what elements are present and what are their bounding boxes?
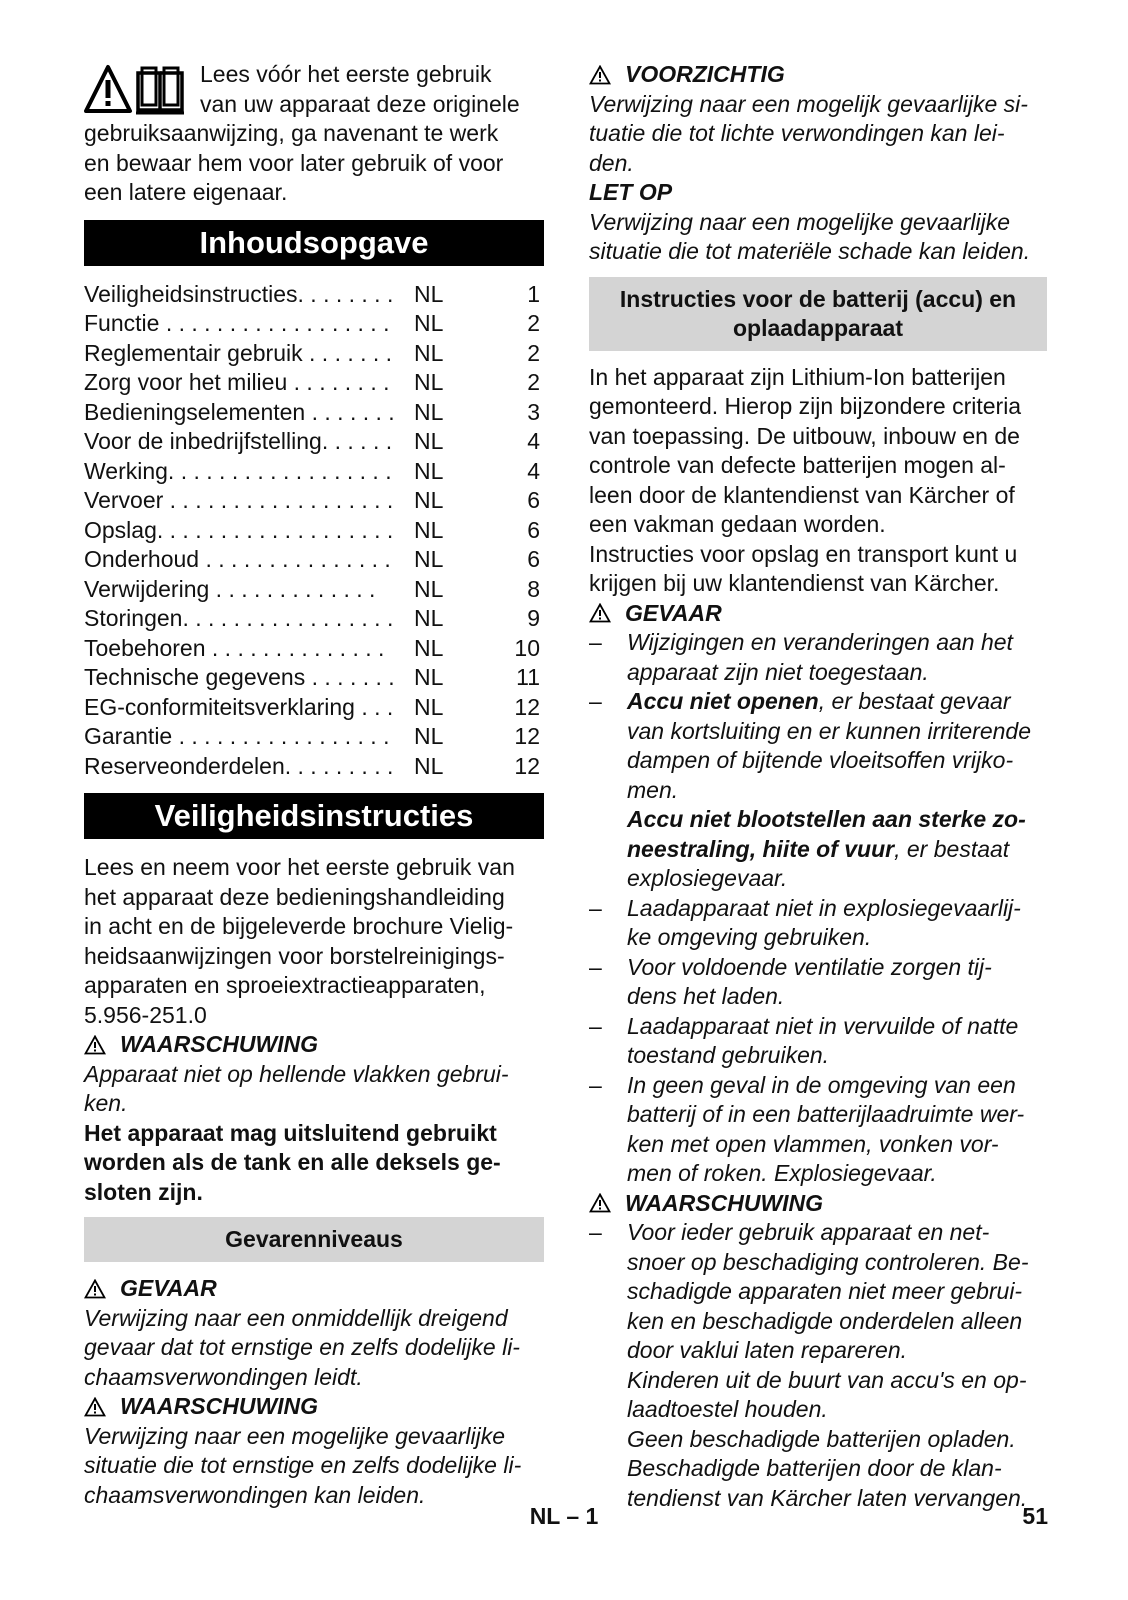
toc-page: 2 (527, 310, 540, 336)
toc-lang: NL (414, 575, 444, 602)
toc-page: 4 (527, 428, 540, 454)
waarschuwing-label: WAARSCHUWING (625, 1189, 824, 1216)
list-item (589, 687, 1047, 805)
text-line: Accu niet blootstellen aan sterke zo- (627, 806, 1026, 832)
toc-page: 1 (527, 280, 540, 307)
text-line: ken. (84, 1090, 128, 1116)
toc-page: 12 (514, 693, 540, 720)
text-line: gevaar dat tot ernstige en zelfs dodelijke li- (84, 1334, 520, 1360)
voorzichtig-heading (589, 60, 1047, 90)
toc-title: Onderhoud . . . . . . . . . . . . . . . (84, 546, 391, 572)
toc-title: Reserveonderdelen. . . . . . . . . (84, 752, 394, 779)
toc-page: 10 (514, 634, 540, 661)
text-line (627, 687, 1047, 717)
text-line: gemonteerd. Hierop zijn bijzondere criteria (589, 393, 1022, 419)
warning-triangle-icon (84, 1279, 106, 1299)
list-item (589, 1218, 1047, 1366)
dash: – (589, 953, 602, 980)
toc-lang: NL (414, 487, 444, 513)
text-line: apparaten en sproeiextractieapparaten, (84, 972, 486, 998)
dash: – (589, 1219, 602, 1245)
toc-page: 2 (527, 369, 540, 395)
list-item (589, 1012, 1047, 1071)
warning-triangle-icon (589, 65, 611, 85)
toc-title: Verwijdering . . . . . . . . . . . . . (84, 575, 376, 602)
toc-lang: NL (414, 428, 444, 454)
text-line: Instructies voor opslag en transport kunt u (589, 540, 1018, 567)
toc-row[interactable] (84, 486, 544, 516)
text-line: een vakman gedaan worden. (589, 511, 886, 537)
text-line: Verwijzing naar een mogelijke gevaarlijke (589, 208, 1011, 235)
toc-row[interactable] (84, 516, 544, 546)
text-line: Voor voldoende ventilatie zorgen tij- (627, 953, 992, 980)
text-line: in acht en de bijgeleverde brochure Vielig- (84, 913, 514, 939)
intro-line: van uw apparaat deze originele (200, 90, 520, 117)
warning-manual-icon (84, 64, 188, 116)
left-column (84, 60, 544, 1510)
list-item (589, 894, 1047, 953)
text-line: dampen of bijtende vloeitsoffen vrijko- (627, 747, 1014, 773)
toc-title: Vervoer . . . . . . . . . . . . . . . . . . (84, 487, 394, 513)
battery-heading-line: Instructies voor de batterij (accu) en (619, 285, 1017, 312)
toc-title: Bedieningselementen . . . . . . . (84, 398, 395, 425)
text-line: door vaklui laten repareren. (627, 1337, 907, 1363)
intro-block (84, 60, 544, 208)
toc-page: 12 (514, 723, 540, 749)
toc-lang: NL (414, 339, 444, 366)
toc-row[interactable] (84, 309, 544, 339)
text-line: sloten zijn. (84, 1178, 203, 1205)
toc-row[interactable] (84, 398, 544, 428)
toc-lang: NL (414, 723, 444, 749)
toc-lang: NL (414, 369, 444, 395)
sub-paragraph (589, 1366, 1047, 1514)
warning-triangle-icon (589, 603, 611, 623)
toc-title: Voor de inbedrijfstelling. . . . . . (84, 428, 393, 454)
text-line: In geen geval in de omgeving van een (627, 1071, 1016, 1098)
toc-lang: NL (414, 310, 444, 336)
toc-title: Werking. . . . . . . . . . . . . . . . . . (84, 457, 392, 484)
toc-row[interactable] (84, 457, 544, 487)
intro-line: een latere eigenaar. (84, 179, 288, 205)
footer-section-label: NL – 1 (529, 1503, 599, 1529)
text-line: Beschadigde batterijen door de klan- (627, 1455, 1002, 1481)
toc-lang: NL (414, 605, 444, 631)
text-line: leen door de klantendienst van Kärcher of (589, 481, 1015, 508)
text-line: situatie die tot materiële schade kan leiden. (589, 238, 1031, 264)
text-line: worden als de tank en alle deksels ge- (84, 1149, 501, 1175)
safety-paragraph (84, 853, 544, 1030)
text-line: heidsaanwijzingen voor borstelreinigings- (84, 942, 505, 969)
toc-lang: NL (414, 693, 444, 720)
text-line: men. (627, 776, 679, 803)
text-line: Wijzigingen en veranderingen aan het (627, 629, 1013, 655)
gevaar-label: GEVAAR (625, 599, 722, 626)
text-line: ke omgeving gebruiken. (627, 924, 872, 950)
toc-page: 2 (527, 339, 540, 366)
bold-text: neestraling, hiite of vuur (627, 835, 895, 862)
battery-heading-line: oplaadapparaat (733, 314, 903, 341)
text-line: Laadapparaat niet in vervuilde of natte (627, 1012, 1019, 1039)
toc-page: 9 (527, 605, 540, 631)
toc-page: 11 (516, 664, 540, 690)
toc-page: 6 (527, 487, 540, 513)
toc-page: 6 (527, 516, 540, 543)
text-line: laadtoestel houden. (627, 1396, 828, 1422)
toc-title: Storingen. . . . . . . . . . . . . . . . . (84, 605, 394, 631)
text-line: dens het laden. (627, 983, 785, 1009)
dash: – (589, 1071, 602, 1098)
text-line: chaamsverwondingen kan leiden. (84, 1481, 426, 1508)
text-line: Voor ieder gebruik apparaat en net- (627, 1219, 990, 1245)
dash: – (589, 688, 602, 714)
text-line: den. (589, 149, 634, 176)
text-line: batterij of in een batterijlaadruimte wer- (627, 1101, 1025, 1127)
text-line: van kortsluiting en er kunnen irriterende (627, 717, 1032, 744)
voorzichtig-label: VOORZICHTIG (625, 61, 785, 87)
text-line: explosiegevaar. (627, 865, 788, 891)
toc-page: 8 (527, 575, 540, 602)
text-line: Laadapparaat niet in explosiegevaarlij- (627, 894, 1021, 921)
text-line: Verwijzing naar een mogelijke gevaarlijke (84, 1422, 506, 1449)
toc-page: 3 (527, 398, 540, 425)
toc-title: Zorg voor het milieu . . . . . . . . (84, 369, 390, 395)
toc-title: Garantie . . . . . . . . . . . . . . . . . (84, 723, 390, 749)
toc-row[interactable] (84, 604, 544, 634)
toc-row[interactable] (84, 752, 544, 782)
toc-lang: NL (414, 398, 444, 425)
toc-lang: NL (414, 280, 444, 307)
text-line: apparaat zijn niet toegestaan. (627, 658, 929, 685)
text-fragment: , er bestaat gevaar (818, 688, 1011, 714)
waarschuwing-heading (84, 1392, 544, 1422)
warning-triangle-icon (84, 1035, 106, 1055)
letop-label: LET OP (589, 179, 673, 205)
text-line: 5.956-251.0 (84, 1001, 207, 1028)
toc-title: EG-conformiteitsverklaring . . . (84, 693, 394, 720)
toc-lang: NL (414, 546, 444, 572)
list-item (589, 1071, 1047, 1189)
text-line: ken en beschadigde onderdelen alleen (627, 1307, 1023, 1334)
toc-title: Toebehoren . . . . . . . . . . . . . . (84, 634, 385, 661)
footer-page-number: 51 (1022, 1503, 1048, 1529)
intro-line: en bewaar hem voor later gebruik of voor (84, 149, 504, 176)
text-line: toestand gebruiken. (627, 1042, 830, 1068)
text-line: het apparaat deze bedieningshandleiding (84, 883, 505, 910)
text-line: chaamsverwondingen leidt. (84, 1363, 363, 1390)
text-line: Verwijzing naar een mogelijk gevaarlijke si- (589, 90, 1028, 117)
text-line: Geen beschadigde batterijen opladen. (627, 1425, 1016, 1452)
toc-row[interactable] (84, 575, 544, 605)
toc-page: 6 (527, 546, 540, 572)
toc-title: Functie . . . . . . . . . . . . . . . . . . (84, 310, 390, 336)
toc-heading: Inhoudsopgave (84, 220, 544, 266)
battery-gevaar-heading (589, 599, 1047, 629)
warning-label: WAARSCHUWING (120, 1031, 319, 1057)
toc-title: Opslag. . . . . . . . . . . . . . . . . . . (84, 516, 394, 543)
text-line: Apparaat niet op hellende vlakken gebrui- (84, 1060, 509, 1087)
toc-row[interactable] (84, 280, 544, 310)
intro-line: gebruiksaanwijzing, ga navenant te werk (84, 120, 499, 146)
battery-heading (589, 277, 1047, 351)
text-line: controle van defecte batterijen mogen al- (589, 452, 1006, 478)
toc-lang: NL (414, 516, 444, 543)
text-line: Verwijzing naar een onmiddellijk dreigend (84, 1304, 508, 1331)
warning-triangle-icon (84, 1397, 106, 1417)
text-line: van toepassing. De uitbouw, inbouw en de (589, 422, 1020, 449)
list-item (589, 953, 1047, 1012)
toc-page: 12 (514, 752, 540, 779)
text-line: tendienst van Kärcher laten vervangen. (627, 1484, 1028, 1511)
text-line: snoer op beschadiging controleren. Be- (627, 1248, 1029, 1275)
text-line: Lees en neem voor het eerste gebruik van (84, 854, 515, 880)
waarschuwing-label: WAARSCHUWING (120, 1393, 319, 1419)
text-fragment: , er bestaat (894, 835, 1010, 862)
dash: – (589, 894, 602, 921)
toc-row[interactable] (84, 722, 544, 752)
bold-text: Accu niet openen (627, 688, 819, 714)
warning-heading (84, 1030, 544, 1060)
intro-line: Lees vóór het eerste gebruik (200, 61, 492, 87)
text-line: men of roken. Explosiegevaar. (627, 1160, 937, 1186)
text-line (627, 835, 1047, 865)
list-item (589, 628, 1047, 687)
toc-lang: NL (414, 664, 444, 690)
sub-paragraph (589, 805, 1047, 894)
safety-heading: Veiligheidsinstructies (84, 793, 544, 839)
toc-title: Technische gegevens . . . . . . . (84, 664, 395, 690)
toc-page: 4 (527, 457, 540, 484)
toc-row[interactable] (84, 634, 544, 664)
toc-lang: NL (414, 457, 444, 484)
toc-row[interactable] (84, 368, 544, 398)
toc-row[interactable] (84, 545, 544, 575)
toc-row[interactable] (84, 339, 544, 369)
text-line: situatie die tot ernstige en zelfs dodelijke li- (84, 1452, 522, 1478)
battery-waarschuwing-heading (589, 1189, 1047, 1219)
gevaar-heading (84, 1274, 544, 1304)
text-line: tuatie die tot lichte verwondingen kan lei- (589, 120, 1005, 146)
toc-row[interactable] (84, 663, 544, 693)
toc-title: Reglementair gebruik . . . . . . . (84, 339, 393, 366)
levels-heading: Gevarenniveaus (84, 1217, 544, 1262)
text-line: krijgen bij uw klantendienst van Kärcher. (589, 570, 1000, 596)
toc-row[interactable] (84, 693, 544, 723)
text-line: In het apparaat zijn Lithium-Ion batterijen (589, 363, 1006, 390)
right-column (589, 60, 1047, 1513)
text-line: ken met open vlammen, vonken vor- (627, 1130, 999, 1157)
toc-lang: NL (414, 752, 444, 779)
toc-title: Veiligheidsinstructies. . . . . . . . (84, 280, 394, 307)
toc-list (84, 280, 544, 782)
toc-lang: NL (414, 634, 444, 661)
text-line: Het apparaat mag uitsluitend gebruikt (84, 1119, 497, 1146)
gevaar-label: GEVAAR (120, 1275, 217, 1301)
toc-row[interactable] (84, 427, 544, 457)
dash: – (589, 1012, 602, 1039)
text-line: schadigde apparaten niet meer gebrui- (627, 1278, 1023, 1304)
text-line: Kinderen uit de buurt van accu's en op- (627, 1366, 1027, 1393)
dash: – (589, 629, 602, 655)
warning-triangle-icon (589, 1193, 611, 1213)
